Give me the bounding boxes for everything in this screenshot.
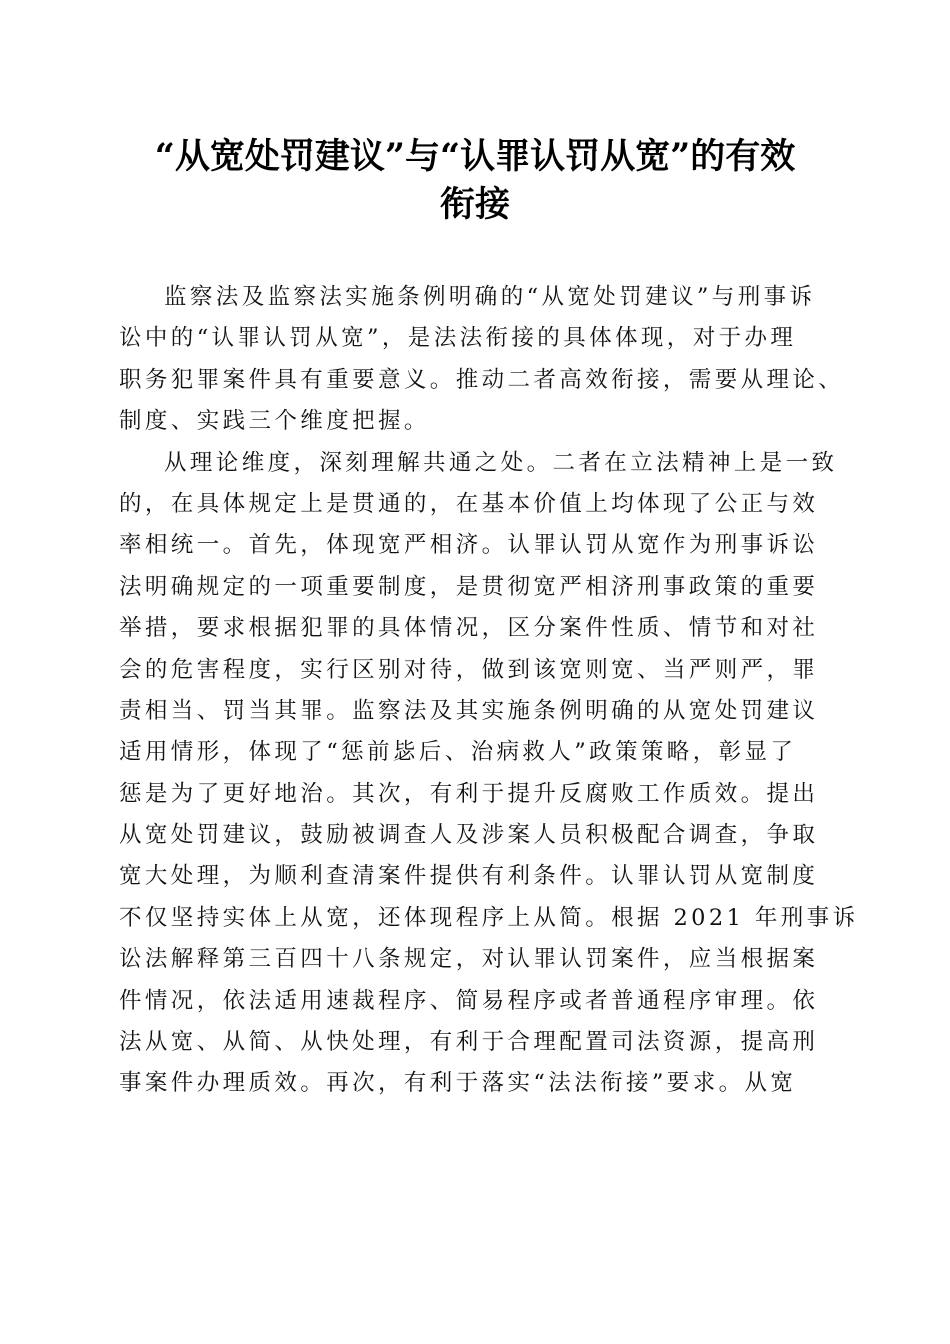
title-line-1: “从宽处罚建议”与“认罪认罚从宽”的有效 bbox=[154, 136, 796, 177]
document-body bbox=[119, 277, 859, 1105]
body-line: 制度、实践三个维度把握。 bbox=[119, 408, 430, 435]
body-line: 适用情形，体现了“惩前毖后、治病救人”政策策略，彰显了 bbox=[119, 739, 797, 766]
body-line: 监察法及监察法实施条例明确的“从宽处罚建议”与刑事诉 bbox=[164, 284, 816, 310]
body-line: 讼法解释第三百四十八条规定，对认罪认罚案件，应当根据案 bbox=[119, 946, 819, 973]
body-line: 不仅坚持实体上从宽，还体现程序上从简。根据 2021 年刑事诉 bbox=[119, 904, 859, 931]
title-line-2: 衔接 bbox=[439, 184, 510, 225]
body-line: 件情况，依法适用速裁程序、简易程序或者普通程序审理。依 bbox=[119, 987, 819, 1014]
body-line: 讼中的“认罪认罚从宽”，是法法衔接的具体体现，对于办理 bbox=[119, 325, 797, 352]
body-line: 举措，要求根据犯罪的具体情况，区分案件性质、情节和对社 bbox=[119, 615, 819, 642]
body-line: 职务犯罪案件具有重要意义。推动二者高效衔接，需要从理论、 bbox=[119, 366, 845, 393]
body-line: 的，在具体规定上是贯通的，在基本价值上均体现了公正与效 bbox=[119, 490, 819, 517]
body-line: 法从宽、从简、从快处理，有利于合理配置司法资源，提高刑 bbox=[119, 1029, 819, 1056]
body-line: 法明确规定的一项重要制度，是贯彻宽严相济刑事政策的重要 bbox=[119, 573, 819, 600]
body-line: 事案件办理质效。再次，有利于落实“法法衔接”要求。从宽 bbox=[119, 1070, 797, 1097]
document-title bbox=[0, 133, 950, 229]
body-line: 惩是为了更好地治。其次，有利于提升反腐败工作质效。提出 bbox=[119, 780, 819, 807]
body-line: 宽大处理，为顺利查清案件提供有利条件。认罪认罚从宽制度 bbox=[119, 863, 819, 890]
body-line: 从宽处罚建议，鼓励被调查人及涉案人员积极配合调查，争取 bbox=[119, 822, 819, 849]
body-line: 率相统一。首先，体现宽严相济。认罪认罚从宽作为刑事诉讼 bbox=[119, 532, 819, 559]
body-line: 责相当、罚当其罪。监察法及其实施条例明确的从宽处罚建议 bbox=[119, 697, 819, 724]
body-line: 会的危害程度，实行区别对待，做到该宽则宽、当严则严，罪 bbox=[119, 656, 819, 683]
body-line: 从理论维度，深刻理解共通之处。二者在立法精神上是一致 bbox=[164, 449, 838, 476]
